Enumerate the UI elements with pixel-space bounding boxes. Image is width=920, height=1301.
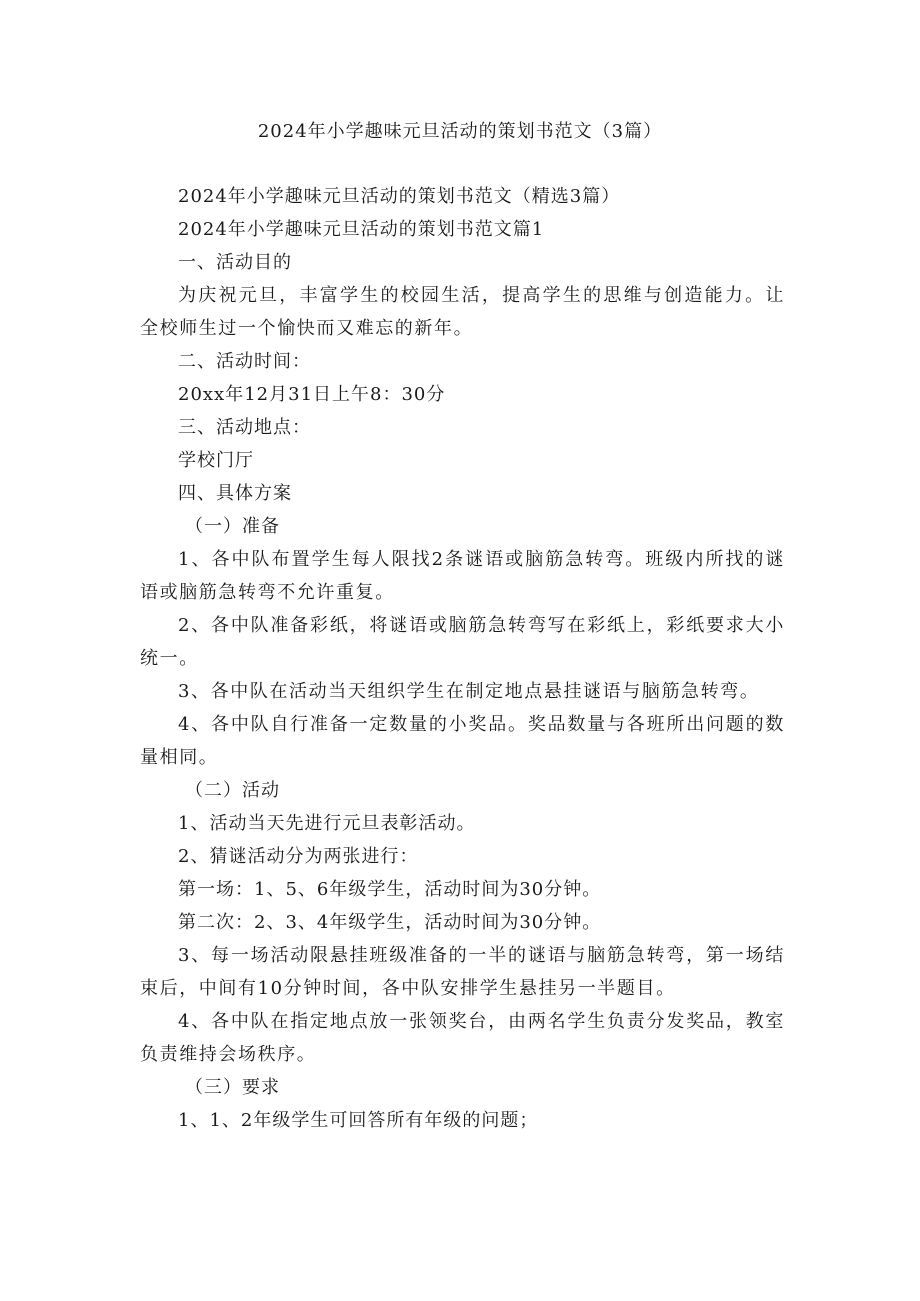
paragraph-activity-4: 4、各中队在指定地点放一张领奖台，由两名学生负责分发奖品，教室负责维持会场秩序。 [140, 1011, 785, 1065]
heading-location: 三、活动地点： [178, 417, 311, 438]
paragraph-prepare-3: 3、各中队在活动当天组织学生在制定地点悬挂谜语与脑筋急转弯。 [178, 681, 760, 702]
paragraph-requirement-1: 1、1、2年级学生可回答所有年级的问题； [178, 1110, 539, 1131]
paragraph-time: 20xx年12月31日上午8：30分 [178, 384, 446, 405]
paragraph-prepare-4: 4、各中队自行准备一定数量的小奖品。奖品数量与各班所出问题的数量相同。 [140, 714, 785, 768]
paragraph-purpose: 为庆祝元旦，丰富学生的校园生活，提高学生的思维与创造能力。让全校师生过一个愉快而又难忘的新年。 [140, 285, 785, 339]
section-heading: 2024年小学趣味元旦活动的策划书范文篇1 [178, 219, 545, 240]
subheading-requirements: （三）要求 [185, 1077, 280, 1098]
heading-time: 二、活动时间： [178, 351, 311, 372]
paragraph-activity-3: 3、每一场活动限悬挂班级准备的一半的谜语与脑筋急转弯，第一场结束后，中间有10分钟时间，各中队安排学生悬挂另一半题目。 [140, 945, 785, 999]
document-body [140, 180, 785, 1137]
paragraph-prepare-1: 1、各中队布置学生每人限找2条谜语或脑筋急转弯。班级内所找的谜语或脑筋急转弯不允许重复。 [140, 549, 785, 603]
heading-plan: 四、具体方案 [178, 483, 292, 504]
subheading-prepare: （一）准备 [185, 516, 280, 537]
paragraph-location: 学校门厅 [178, 450, 254, 471]
subheading-activity: （二）活动 [185, 780, 280, 801]
heading-purpose: 一、活动目的 [178, 252, 292, 273]
subtitle-line: 2024年小学趣味元旦活动的策划书范文（精选3篇） [178, 186, 621, 207]
paragraph-round-1: 第一场：1、5、6年级学生，活动时间为30分钟。 [178, 879, 602, 900]
paragraph-prepare-2: 2、各中队准备彩纸，将谜语或脑筋急转弯写在彩纸上，彩纸要求大小统一。 [140, 615, 785, 669]
paragraph-round-2: 第二次：2、3、4年级学生，活动时间为30分钟。 [178, 912, 602, 933]
paragraph-activity-1: 1、活动当天先进行元旦表彰活动。 [178, 813, 476, 834]
paragraph-activity-2: 2、猜谜活动分为两张进行： [178, 846, 419, 867]
document-title: 2024年小学趣味元旦活动的策划书范文（3篇） [257, 121, 663, 142]
